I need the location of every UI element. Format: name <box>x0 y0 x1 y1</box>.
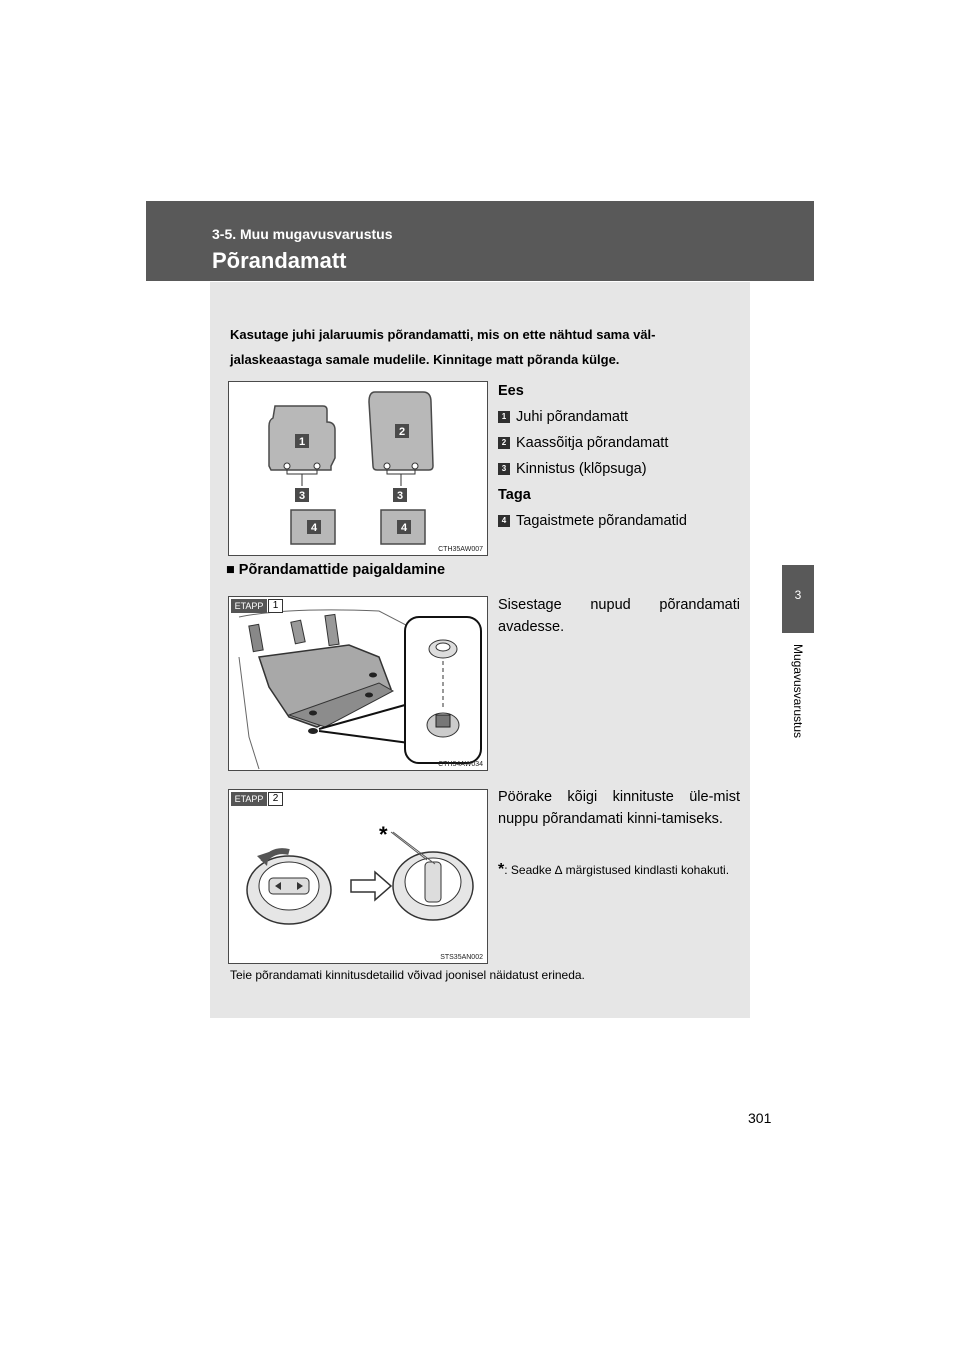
svg-text:3: 3 <box>299 490 306 502</box>
step2-figure <box>228 789 488 964</box>
chapter-side-label-text: Mugavusvarustus <box>791 643 805 739</box>
legend-item <box>498 508 728 534</box>
chapter-tab-number: 3 <box>794 588 802 602</box>
step-badge-number: 1 <box>268 599 283 613</box>
step1-illustration <box>229 597 487 770</box>
svg-text:4: 4 <box>311 522 318 534</box>
figure-code: CTH35AW007 <box>438 546 483 553</box>
chapter-side-label <box>782 635 814 755</box>
figure-code: CTH34AW034 <box>438 761 483 768</box>
svg-text:*: * <box>379 822 388 847</box>
svg-text:3: 3 <box>397 490 404 502</box>
legend-number-badge: 1 <box>498 411 510 423</box>
step2-illustration <box>229 790 487 963</box>
step-badge-label: ETAPP <box>231 792 267 806</box>
step2-text: Pöörake kõigi kinnituste üle-mist nuppu põrandamati kinni-tamiseks. <box>498 789 740 827</box>
step1-text: Sisestage nupud põrandamati avadesse. <box>498 597 740 635</box>
figure-legend <box>498 378 728 534</box>
section-heading: ■ Põrandamattide paigaldamine <box>226 562 446 578</box>
svg-text:4: 4 <box>401 522 408 534</box>
legend-item <box>498 456 728 482</box>
svg-text:1: 1 <box>299 436 306 448</box>
legend-label: Tagaistmete põrandamatid <box>516 513 687 529</box>
svg-text:2: 2 <box>399 426 406 438</box>
page-title: Põrandamatt <box>212 248 347 273</box>
note-asterisk: * <box>498 861 505 878</box>
chapter-header <box>146 201 814 281</box>
legend-label: Kinnistus (klõpsuga) <box>516 461 647 477</box>
floor-mats-figure <box>228 381 488 556</box>
page-number: 301 <box>748 1110 772 1126</box>
step-badge-number: 2 <box>268 792 283 806</box>
section-subtitle: 3-5. Muu mugavusvarustus <box>212 226 393 242</box>
legend-item <box>498 430 728 456</box>
figure-code: STS35AN002 <box>440 954 483 961</box>
footer-note: Teie põrandamati kinnitusdetailid võivad joonisel näidatust erineda. <box>230 968 585 982</box>
chapter-tab <box>782 565 814 633</box>
intro-text: Kasutage juhi jalaruumis põrandamatti, mis on ette nähtud sama väl-jalaskeaastaga samale mudelile. Kinnitage matt põranda külge. <box>230 327 656 367</box>
legend-rear-heading: Taga <box>498 487 531 503</box>
floor-mats-illustration <box>229 382 487 555</box>
legend-item <box>498 404 728 430</box>
legend-front-heading: Ees <box>498 383 524 399</box>
legend-number-badge: 2 <box>498 437 510 449</box>
legend-label: Kaassõitja põrandamatt <box>516 435 669 451</box>
legend-number-badge: 3 <box>498 463 510 475</box>
step1-figure <box>228 596 488 771</box>
note-text: : Seadke ∆ märgistused kindlasti kohakuti. <box>504 863 730 877</box>
content-panel <box>210 282 750 1018</box>
step-badge-label: ETAPP <box>231 599 267 613</box>
alignment-note <box>498 860 740 880</box>
legend-number-badge: 4 <box>498 515 510 527</box>
legend-label: Juhi põrandamatt <box>516 409 629 425</box>
